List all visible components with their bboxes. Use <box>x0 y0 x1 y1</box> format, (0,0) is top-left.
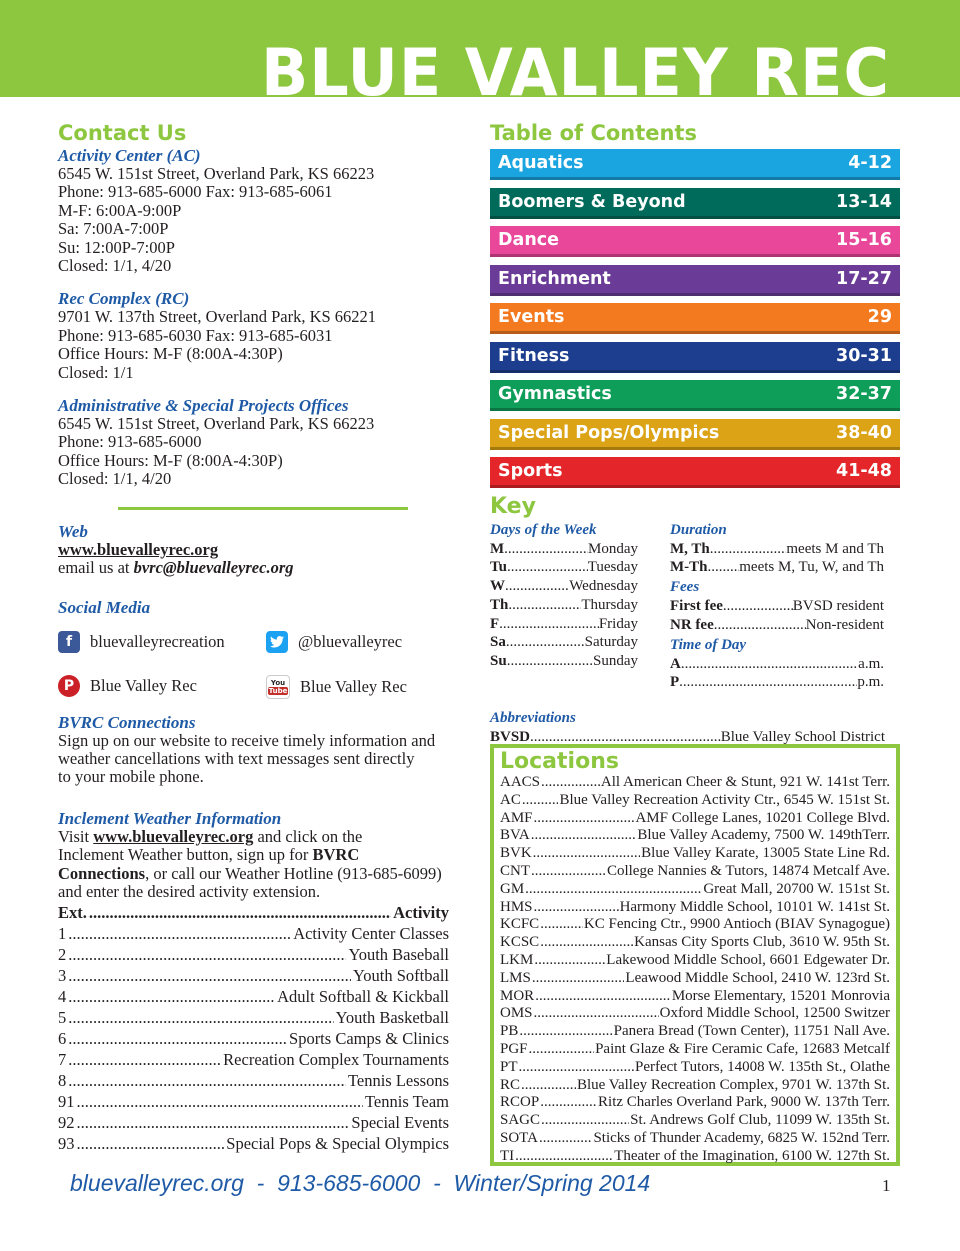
page-title: BLUE VALLEY REC <box>260 34 890 111</box>
location-row <box>500 952 890 970</box>
key-meaning: Saturday <box>584 634 638 651</box>
location-desc: Great Mall, 20700 W. 151st St. <box>703 880 890 897</box>
extension-row <box>58 1028 449 1049</box>
key-abbr: Th <box>490 596 509 613</box>
toc-item[interactable] <box>490 457 900 488</box>
extension-row <box>58 1091 449 1112</box>
location-code: LKM <box>500 951 534 968</box>
location-desc: Leawood Middle School, 2410 W. 123rd St. <box>625 969 890 986</box>
location-code: PGF <box>500 1040 528 1057</box>
key-row <box>670 673 884 692</box>
contact-section <box>58 146 478 275</box>
location-desc: Blue Valley Recreation Complex, 9701 W. 137th St. <box>576 1076 890 1093</box>
toc-label: Enrichment <box>498 268 611 289</box>
contact-line: Phone: 913-685-6000 Fax: 913-685-6061 <box>58 182 333 202</box>
extension-activity: Special Pops & Special Olympics <box>226 1134 449 1154</box>
toc-label: Events <box>498 307 565 327</box>
location-row <box>500 1094 890 1112</box>
toc-pages: 4-12 <box>848 153 892 173</box>
extension-row <box>58 1112 449 1133</box>
extension-row <box>58 1007 449 1028</box>
location-desc: Paint Glaze & Fire Ceramic Cafe, 12683 Metcalf <box>595 1040 890 1057</box>
days-heading: Days of the Week <box>490 521 597 538</box>
location-row <box>500 881 890 899</box>
location-code: HMS <box>500 898 533 915</box>
toc-label: Aquatics <box>498 153 584 173</box>
location-name: Administrative & Special Projects Offices <box>58 396 349 416</box>
location-code: BVA <box>500 827 530 844</box>
toc-pages: 32-37 <box>836 384 892 404</box>
key-meaning: meets M and Th <box>786 540 884 557</box>
location-desc: Panera Bread (Town Center), 11751 Nall Ave. <box>613 1023 890 1040</box>
location-code: SAGC <box>500 1112 541 1129</box>
location-desc: Kansas City Sports Club, 3610 W. 95th St. <box>634 934 890 951</box>
key-abbr: F <box>490 615 500 632</box>
key-abbr: Su <box>490 653 507 670</box>
toc-pages: 38-40 <box>836 422 892 443</box>
right-column <box>490 120 905 746</box>
toc-label: Dance <box>498 230 560 250</box>
extension-header: Ext. ..... Activity <box>58 902 449 923</box>
contact-line: Sa: 7:00A-7:00P <box>58 219 169 239</box>
contact-line: 9701 W. 137th Street, Overland Park, KS 66221 <box>58 307 377 327</box>
extension-row <box>58 923 449 944</box>
location-desc: Perfect Tutors, 14008 W. 135th St., Olathe <box>634 1058 890 1075</box>
contact-line: Closed: 1/1 <box>58 362 134 382</box>
contact-section <box>58 396 478 489</box>
toc-pages: 41-48 <box>836 461 892 481</box>
key-abbr: First fee <box>670 598 723 615</box>
key-meaning: Non-resident <box>805 616 884 633</box>
connections-heading: BVRC Connections <box>58 712 196 732</box>
location-code: MOR <box>500 987 535 1004</box>
toc-item[interactable] <box>490 419 900 450</box>
location-row <box>500 988 890 1006</box>
location-code: RC <box>500 1076 521 1093</box>
key-meaning: BVSD resident <box>792 598 884 615</box>
location-row <box>500 1005 890 1023</box>
contact-line: Office Hours: M-F (8:00A-4:30P) <box>58 450 283 470</box>
toc-pages: 30-31 <box>836 345 892 366</box>
location-desc: KC Fencing Ctr., 9900 Antioch (BIAV Synagogue) <box>583 916 890 933</box>
location-row <box>500 845 890 863</box>
toc-item[interactable] <box>490 303 900 334</box>
email-link[interactable]: bvrc@bluevalleyrec.org <box>133 558 294 578</box>
social-links <box>58 623 478 713</box>
location-row <box>500 1077 890 1095</box>
location-code: OMS <box>500 1005 533 1022</box>
connections-line: weather cancellations with text messages sent directly <box>58 748 415 768</box>
header-banner <box>0 0 960 111</box>
location-desc: Theater of the Imagination, 6100 W. 127th St. <box>614 1147 890 1164</box>
youtube-icon: You Tube <box>266 675 290 699</box>
key-row <box>670 558 884 577</box>
twitter-icon <box>266 631 288 653</box>
duration-heading: Duration <box>670 521 727 538</box>
extension-number: 92 <box>58 1113 75 1133</box>
location-row <box>500 1041 890 1059</box>
connections-line: to your mobile phone. <box>58 767 204 787</box>
twitter-link[interactable]: @bluevalleyrec <box>266 631 402 653</box>
extension-row <box>58 1133 449 1154</box>
toc-item[interactable] <box>490 188 900 219</box>
location-row <box>500 863 890 881</box>
extension-activity: Recreation Complex Tournaments <box>223 1050 449 1070</box>
location-name: Rec Complex (RC) <box>58 289 190 309</box>
key-abbr: M-Th <box>670 559 708 576</box>
location-desc: College Nannies & Tutors, 14874 Metcalf Ave. <box>606 862 890 879</box>
extension-number: 1 <box>58 924 67 944</box>
location-desc: Ritz Charles Overland Park, 9000 W. 137th Terr. <box>598 1094 890 1111</box>
key-row <box>490 615 638 634</box>
connections-line: Sign up on our website to receive timely information and <box>58 730 436 750</box>
location-desc: Morse Elementary, 15201 Monrovia <box>671 987 890 1004</box>
website-link[interactable]: www.bluevalleyrec.org <box>58 539 219 559</box>
contact-line: Closed: 1/1, 4/20 <box>58 256 172 276</box>
time-heading: Time of Day <box>670 636 747 653</box>
location-desc: Sticks of Thunder Academy, 6825 W. 152nd Terr. <box>593 1129 890 1146</box>
weather-text: Visit www.bluevalleyrec.org and click on the Inclement Weather button, sign up for BVRC Connections, or call our Weather Hotline (913-685-6099) and enter the desired activity extension. <box>58 826 442 901</box>
key-row <box>670 616 884 635</box>
location-row <box>500 1112 890 1130</box>
key-meaning: meets M, Tu, W, and Th <box>739 559 884 576</box>
location-code: TI <box>500 1147 515 1164</box>
weather-website-link[interactable]: www.bluevalleyrec.org <box>93 826 254 846</box>
extension-table <box>58 902 449 1154</box>
youtube-link[interactable]: You Tube Blue Valley Rec <box>266 675 407 699</box>
location-code: GM <box>500 880 525 897</box>
contact-line: Su: 12:00P-7:00P <box>58 237 175 257</box>
contact-line: 6545 W. 151st Street, Overland Park, KS 66223 <box>58 414 375 434</box>
key-section <box>490 520 905 708</box>
contact-sections <box>58 146 478 489</box>
location-row <box>500 1059 890 1077</box>
location-row <box>500 827 890 845</box>
toc-label: Special Pops/Olympics <box>498 422 720 443</box>
extension-number: 93 <box>58 1134 75 1154</box>
toc-pages: 29 <box>867 307 892 327</box>
key-abbr: NR fee <box>670 616 714 633</box>
locations-heading: Locations <box>500 749 619 774</box>
toc-label: Fitness <box>498 345 570 366</box>
contact-heading: Contact Us <box>58 121 187 145</box>
extension-number: 3 <box>58 966 67 986</box>
contact-line: Phone: 913-685-6000 <box>58 432 202 452</box>
location-desc: Oxford Middle School, 12500 Switzer <box>659 1005 890 1022</box>
key-meaning: Friday <box>598 615 638 632</box>
extension-activity: Activity Center Classes <box>293 924 449 944</box>
key-row <box>490 596 638 615</box>
footer-text: bluevalleyrec.org - 913-685-6000 - Winter/Spring 2014 <box>70 1170 651 1196</box>
duration-column <box>670 520 884 693</box>
extension-number: 8 <box>58 1071 67 1091</box>
abbreviations-heading: Abbreviations <box>490 709 576 726</box>
key-row <box>490 633 638 652</box>
toc-item[interactable] <box>490 265 900 296</box>
extension-activity: Tennis Lessons <box>347 1071 449 1091</box>
location-code: CNT <box>500 862 530 879</box>
key-row <box>670 597 884 616</box>
key-meaning: Tuesday <box>587 559 638 576</box>
location-row <box>500 1148 890 1166</box>
pinterest-link[interactable]: P Blue Valley Rec <box>58 675 197 697</box>
key-abbr: W <box>490 578 505 595</box>
extension-row <box>58 965 449 986</box>
location-code: LMS <box>500 969 531 986</box>
pinterest-icon: P <box>58 675 80 697</box>
connections-text <box>58 732 478 787</box>
extension-activity: Youth Basketball <box>335 1008 449 1028</box>
contact-line: 6545 W. 151st Street, Overland Park, KS 66223 <box>58 164 375 183</box>
location-code: AMF <box>500 809 533 826</box>
location-code: AC <box>500 791 521 808</box>
key-row <box>490 577 638 596</box>
key-meaning: Sunday <box>593 653 638 670</box>
extension-activity: Youth Softball <box>353 966 449 986</box>
location-row <box>500 810 890 828</box>
extension-row <box>58 986 449 1007</box>
location-desc: Blue Valley Recreation Activity Ctr., 6545 W. 151st St. <box>559 791 890 808</box>
contact-line: M-F: 6:00A-9:00P <box>58 200 182 220</box>
toc-pages: 15-16 <box>836 230 892 250</box>
location-desc: Blue Valley Academy, 7500 W. 149thTerr. <box>637 827 890 844</box>
location-code: BVK <box>500 845 532 862</box>
extension-activity: Youth Baseball <box>348 945 449 965</box>
key-row <box>670 655 884 674</box>
extension-number: 6 <box>58 1029 67 1049</box>
location-row <box>500 899 890 917</box>
key-row <box>670 540 884 559</box>
location-row <box>500 1130 890 1148</box>
left-column <box>58 120 478 1154</box>
location-desc: St. Andrews Golf Club, 11099 W. 135th St. <box>630 1112 890 1129</box>
extension-activity: Special Events <box>351 1113 449 1133</box>
extension-row <box>58 1070 449 1091</box>
key-abbr: Sa <box>490 634 506 651</box>
location-row <box>500 792 890 810</box>
locations-box <box>490 744 900 1166</box>
toc-label: Boomers & Beyond <box>498 191 686 212</box>
location-code: RCOP <box>500 1094 540 1111</box>
extension-row <box>58 944 449 965</box>
page-number: 1 <box>882 1176 891 1195</box>
extension-row <box>58 1049 449 1070</box>
facebook-icon: f <box>58 631 80 653</box>
location-code: KCFC <box>500 916 540 933</box>
location-name: Activity Center (AC) <box>58 146 201 165</box>
table-of-contents <box>490 149 905 488</box>
toc-item[interactable] <box>490 342 900 373</box>
contact-line: Office Hours: M-F (8:00A-4:30P) <box>58 344 283 364</box>
key-abbr: A <box>670 655 681 672</box>
key-meaning: p.m. <box>857 674 884 691</box>
location-code: KCSC <box>500 934 540 951</box>
days-column <box>490 520 638 672</box>
key-row <box>490 540 638 559</box>
locations-list <box>500 774 890 1166</box>
fees-heading: Fees <box>670 579 700 596</box>
extension-number: 91 <box>58 1092 75 1112</box>
toc-label: Sports <box>498 461 563 481</box>
weather-heading: Inclement Weather Information <box>58 808 282 828</box>
location-row <box>500 1023 890 1041</box>
social-heading: Social Media <box>58 597 151 617</box>
toc-item[interactable] <box>490 226 900 257</box>
toc-item[interactable] <box>490 149 900 180</box>
contact-line: Phone: 913-685-6030 Fax: 913-685-6031 <box>58 325 333 345</box>
extension-number: 5 <box>58 1008 67 1028</box>
key-heading: Key <box>490 493 536 519</box>
toc-heading: Table of Contents <box>490 121 698 145</box>
email-line: email us at bvrc@bluevalleyrec.org <box>58 558 294 578</box>
key-meaning: a.m. <box>858 655 884 672</box>
location-desc: Harmony Middle School, 10101 W. 141st St. <box>619 898 890 915</box>
location-row <box>500 970 890 988</box>
toc-pages: 17-27 <box>836 268 892 289</box>
location-desc: AMF College Lanes, 10201 College Blvd. <box>635 809 890 826</box>
key-abbr: Tu <box>490 559 507 576</box>
abbreviation-row: BVSD ..... Blue Valley School District <box>490 728 885 747</box>
extension-activity: Tennis Team <box>365 1092 449 1112</box>
extension-activity: Sports Camps & Clinics <box>289 1029 449 1049</box>
extension-number: 2 <box>58 945 67 965</box>
location-desc: Lakewood Middle School, 6601 Edgewater Dr. <box>606 951 890 968</box>
location-code: PT <box>500 1058 518 1075</box>
key-row <box>490 652 638 671</box>
location-code: PB <box>500 1023 519 1040</box>
contact-section <box>58 289 478 382</box>
toc-item[interactable] <box>490 380 900 411</box>
key-meaning: Thursday <box>581 596 638 613</box>
key-abbr: M, Th <box>670 540 710 557</box>
location-row <box>500 774 890 792</box>
extension-number: 7 <box>58 1050 67 1070</box>
web-heading: Web <box>58 521 88 541</box>
location-desc: All American Cheer & Stunt, 921 W. 141st Terr. <box>600 774 890 790</box>
location-row <box>500 916 890 934</box>
key-meaning: Wednesday <box>569 578 638 595</box>
key-abbr: P <box>670 674 680 691</box>
extension-number: 4 <box>58 987 67 1007</box>
facebook-link[interactable]: f bluevalleyrecreation <box>58 631 225 653</box>
key-row <box>490 558 638 577</box>
location-desc: Blue Valley Karate, 13005 State Line Rd. <box>641 845 890 862</box>
key-abbr: M <box>490 540 505 557</box>
extension-activity: Adult Softball & Kickball <box>277 987 449 1007</box>
toc-pages: 13-14 <box>836 191 892 212</box>
location-code: SOTA <box>500 1129 538 1146</box>
key-meaning: Monday <box>588 540 638 557</box>
location-row <box>500 934 890 952</box>
separator-line <box>118 507 408 510</box>
contact-line: Closed: 1/1, 4/20 <box>58 469 172 489</box>
toc-label: Gymnastics <box>498 384 612 404</box>
location-code: AACS <box>500 774 541 790</box>
